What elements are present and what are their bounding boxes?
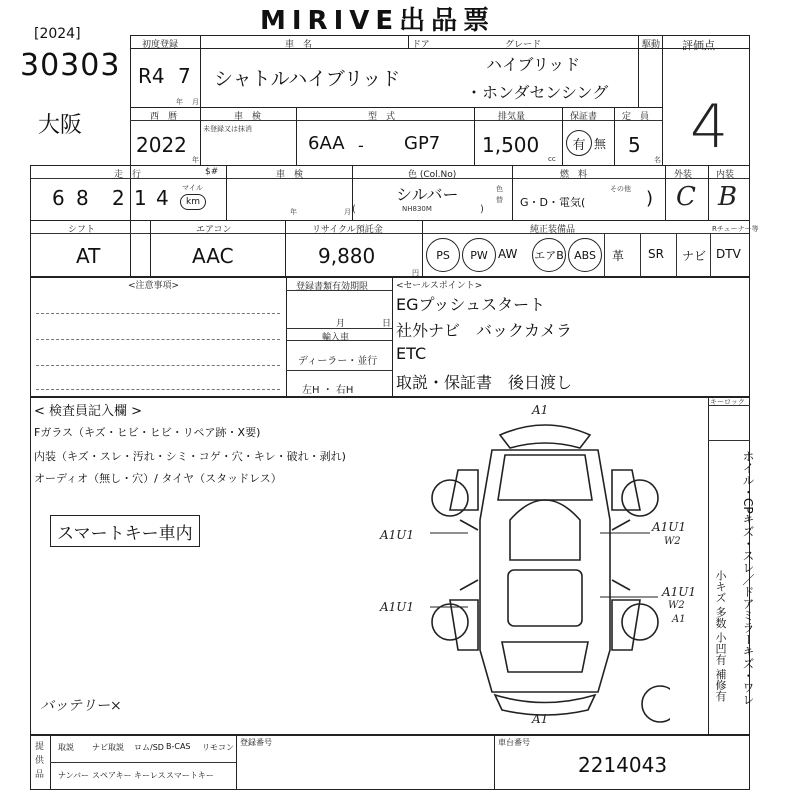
drive-label: 駆動 bbox=[642, 40, 661, 50]
sales-point: 社外ナビ バックカメラ bbox=[396, 321, 573, 340]
steering-label: 左H ・ 右H bbox=[302, 385, 354, 396]
footer-item: スマートキー bbox=[166, 771, 214, 780]
rule bbox=[130, 107, 662, 108]
footer-item: B-CAS bbox=[166, 742, 191, 751]
windshield-line: Fガラス（キズ・ヒビ・ヒビ・リペア跡・X要) bbox=[34, 426, 261, 439]
shaken-month-unit: 月 bbox=[344, 208, 351, 216]
mileage-digit: 8 bbox=[76, 186, 89, 210]
displacement-label: 排気量 bbox=[498, 112, 526, 122]
page-title bbox=[260, 0, 495, 37]
mark-right-rear: A1U1 bbox=[662, 585, 697, 599]
equipment-item: SR bbox=[648, 247, 664, 261]
equipment-item: PS bbox=[426, 238, 460, 272]
equipment-item: ABS bbox=[568, 238, 602, 272]
western-label: 西 暦 bbox=[150, 112, 178, 122]
fuel-other: その他 bbox=[610, 185, 631, 193]
grade-line2: ・ホンダセンシング bbox=[466, 83, 609, 102]
model-label: 型 式 bbox=[368, 112, 396, 122]
car-name-label: 車 名 bbox=[285, 40, 313, 50]
lot-number: 30303 bbox=[20, 48, 121, 83]
year-tag: [2024] bbox=[34, 26, 81, 42]
equipment-item: ナビ bbox=[682, 249, 707, 263]
color: シルバー bbox=[396, 185, 459, 204]
shaken-year-unit: 年 bbox=[290, 208, 297, 216]
equipment-item: DTV bbox=[716, 247, 741, 261]
car-name: シャトルハイブリッド bbox=[214, 68, 401, 90]
rule bbox=[50, 762, 236, 763]
inspector-heading: < 検査員記入欄 > bbox=[34, 404, 143, 419]
fuel-close: ) bbox=[646, 188, 654, 209]
notes-frame bbox=[30, 277, 750, 397]
shaken-label: 車 検 bbox=[276, 170, 304, 180]
score-value: 4 bbox=[690, 92, 729, 162]
reg-month: 月 bbox=[336, 319, 346, 329]
rule bbox=[200, 35, 201, 165]
model-code: GP7 bbox=[404, 133, 441, 154]
displacement: 1,500 bbox=[482, 133, 540, 157]
provided-label: 提供品 bbox=[35, 742, 45, 780]
sales-point: ETC bbox=[396, 344, 427, 363]
battery-note: バッテリー× bbox=[40, 698, 122, 714]
sales-point: EGプッシュスタート bbox=[396, 295, 546, 314]
rule bbox=[285, 220, 286, 277]
rule bbox=[614, 107, 615, 165]
year-unit: 年 bbox=[176, 98, 183, 106]
mark-front: A1 bbox=[532, 403, 549, 417]
equipment-item: AW bbox=[498, 247, 518, 261]
rule bbox=[392, 277, 393, 397]
color-label: 色 (Col.No) bbox=[408, 170, 457, 180]
western-year-unit: 年 bbox=[192, 156, 199, 164]
warranty-label: 保証書 bbox=[570, 112, 598, 122]
inspection-note: 未登録又は抹消 bbox=[203, 125, 252, 133]
footer-item: スペアキー bbox=[92, 771, 132, 780]
fuel-label: 燃 料 bbox=[560, 170, 588, 180]
warranty-no: 無 bbox=[594, 137, 607, 151]
model-prefix: 6AA bbox=[308, 133, 345, 154]
mark-left-front: A1U1 bbox=[380, 528, 415, 542]
rule bbox=[36, 389, 280, 390]
rule bbox=[512, 165, 513, 220]
key-rock-label: キーロック bbox=[710, 398, 745, 406]
mark-left-rear: A1U1 bbox=[380, 600, 415, 614]
recycle-value: 9,880 bbox=[318, 244, 376, 268]
dealer-label: ディーラー・並行 bbox=[298, 356, 378, 367]
rule bbox=[638, 35, 639, 107]
grade-label: グレード bbox=[505, 40, 542, 50]
mark-rear: A1 bbox=[532, 712, 549, 726]
first-reg-label: 初度登録 bbox=[142, 40, 179, 50]
footer-item: 取説 bbox=[58, 743, 74, 752]
rule bbox=[150, 220, 151, 277]
leader-lines-right bbox=[600, 525, 660, 625]
meter-label: $# bbox=[205, 167, 219, 177]
score-label: 評価点 bbox=[682, 39, 715, 52]
fuel-options: G・D・電気( bbox=[520, 196, 586, 209]
cc-unit: cc bbox=[548, 155, 556, 163]
reg-deadline-label: 登録書類有効期限 bbox=[296, 282, 369, 292]
rule bbox=[662, 35, 663, 165]
rule bbox=[708, 440, 750, 441]
rule bbox=[562, 107, 563, 165]
vertical-note-2: 小キズ 多数 小凹有 補修有 bbox=[714, 570, 727, 702]
western-year: 2022 bbox=[136, 133, 187, 157]
month-unit: 月 bbox=[192, 98, 199, 106]
footer-item: ナビ取説 bbox=[92, 743, 124, 752]
rule bbox=[676, 233, 677, 277]
reg-no-label: 登録番号 bbox=[240, 738, 272, 747]
frame-lower bbox=[30, 165, 750, 277]
rule bbox=[665, 165, 666, 220]
rule bbox=[236, 735, 237, 790]
caution-label: <注意事項> bbox=[128, 281, 180, 291]
venue: 大阪 bbox=[38, 113, 83, 138]
exterior-label: 外装 bbox=[674, 170, 693, 180]
equipment-label: 純正装備品 bbox=[530, 225, 576, 235]
chassis-number: 2214043 bbox=[578, 753, 668, 777]
capacity-label: 定 員 bbox=[622, 112, 650, 122]
mark-right-front: A1U1 bbox=[652, 520, 687, 534]
paren-open: ( bbox=[352, 204, 356, 215]
rule bbox=[710, 233, 711, 277]
mark-right-front-sub: W2 bbox=[664, 536, 681, 547]
audio-line: オーディオ（無し・穴）/ タイヤ（スタッドレス） bbox=[34, 472, 282, 485]
rule bbox=[474, 107, 475, 165]
rule bbox=[36, 313, 280, 314]
tuner-label: Rチューナー等 bbox=[712, 225, 759, 233]
footer-item: キーレス bbox=[134, 771, 166, 780]
rule bbox=[408, 35, 409, 49]
sales-label: <セールスポイント> bbox=[396, 281, 483, 291]
mileage-digit: 2 bbox=[112, 186, 125, 210]
mileage-label: 走 行 bbox=[114, 170, 142, 180]
rule bbox=[708, 397, 709, 735]
mileage-digit: 4 bbox=[156, 186, 169, 210]
warranty-yes-circled: 有 bbox=[566, 130, 592, 156]
ac-value: AAC bbox=[192, 244, 234, 268]
rule bbox=[708, 165, 709, 220]
grade-line1: ハイブリッド bbox=[486, 55, 581, 74]
rule bbox=[640, 233, 641, 277]
equipment-item: 革 bbox=[612, 249, 625, 263]
chassis-label: 車台番号 bbox=[498, 738, 530, 747]
leader-lines bbox=[390, 525, 470, 625]
exterior-grade: C bbox=[676, 182, 696, 212]
smart-key-note: スマートキー車内 bbox=[50, 515, 200, 547]
inspection-label: 車 検 bbox=[234, 112, 262, 122]
paren-close: ) bbox=[480, 204, 484, 215]
rule bbox=[286, 277, 287, 397]
title-suffix: 出品票 bbox=[399, 6, 496, 36]
mark-right-rear-sub: W2 bbox=[668, 600, 685, 611]
mileage-digit: 6 bbox=[52, 186, 65, 210]
model-year: R4 bbox=[138, 64, 165, 88]
interior-label: 内装 bbox=[716, 170, 735, 180]
shift-value: AT bbox=[76, 244, 101, 268]
rule bbox=[422, 220, 423, 277]
rule bbox=[286, 370, 392, 371]
interior-grade: B bbox=[718, 182, 738, 212]
footer-item: リモコン bbox=[202, 743, 234, 752]
footer-item: ナンバー bbox=[58, 771, 90, 780]
rule bbox=[36, 339, 280, 340]
rule bbox=[494, 735, 495, 790]
capacity-unit: 名 bbox=[654, 156, 661, 164]
equipment-item: PW bbox=[462, 238, 496, 272]
rule bbox=[36, 365, 280, 366]
door-label: ドア bbox=[412, 40, 430, 50]
rule bbox=[226, 165, 227, 220]
brand-name: MIRIVE bbox=[260, 6, 400, 36]
sales-point: 取説・保証書 後日渡し bbox=[396, 373, 573, 392]
reg-day: 日 bbox=[382, 319, 392, 329]
color-code: NH830M bbox=[402, 205, 432, 213]
vertical-note: ホイル・CPキズ・スレ／ドアミラーキズ・ワレ bbox=[741, 450, 755, 706]
reg-month: 7 bbox=[178, 64, 191, 88]
recycle-unit: 円 bbox=[412, 269, 419, 277]
capacity: 5 bbox=[628, 133, 641, 157]
rule bbox=[604, 233, 605, 277]
mile-unit: マイル bbox=[182, 184, 203, 192]
interior-line: 内装（キズ・スレ・汚れ・シミ・コゲ・穴・キレ・破れ・剥れ) bbox=[34, 450, 346, 463]
mark-right-rear-sub2: A1 bbox=[672, 614, 686, 625]
shift-label: シフト bbox=[68, 225, 96, 235]
equipment-item: エアB bbox=[532, 238, 566, 272]
import-label: 輸入車 bbox=[322, 333, 350, 343]
footer-item: ロム/SD bbox=[134, 743, 164, 752]
ac-label: エアコン bbox=[196, 225, 232, 235]
recycle-label: リサイクル預託金 bbox=[312, 225, 383, 235]
km-unit-circled: km bbox=[180, 194, 206, 210]
rule bbox=[296, 107, 297, 165]
color-change-label: 色替 bbox=[496, 185, 503, 204]
mileage-digit: 1 bbox=[134, 186, 147, 210]
model-dash: - bbox=[358, 136, 364, 155]
